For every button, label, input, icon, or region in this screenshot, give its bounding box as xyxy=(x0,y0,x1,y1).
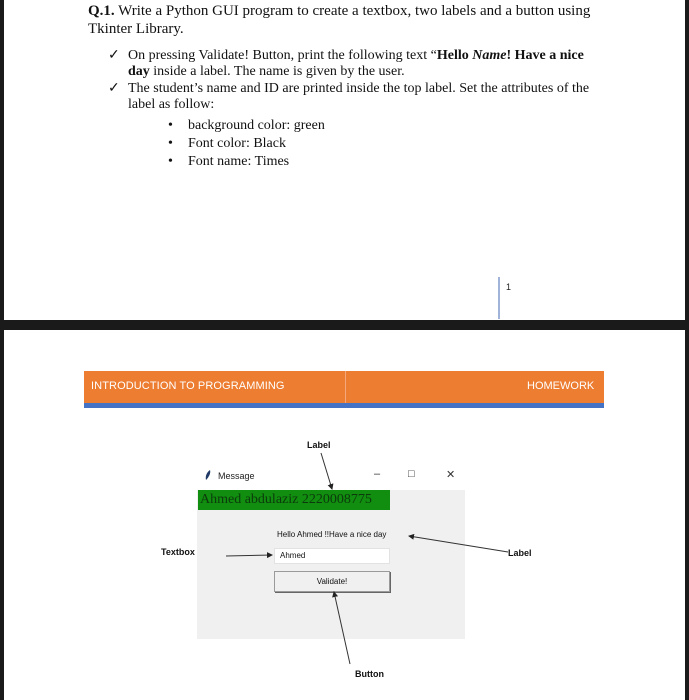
feather-icon xyxy=(205,470,211,480)
page-marker xyxy=(498,277,500,319)
bullet-icon: • xyxy=(168,136,173,151)
annotation-textbox: Textbox xyxy=(161,547,195,557)
maximize-icon[interactable]: □ xyxy=(408,468,415,480)
bullet-icon: • xyxy=(168,118,173,133)
greeting-label: Hello Ahmed !!Have a nice day xyxy=(277,530,387,539)
bullet-icon: • xyxy=(168,154,173,169)
annotation-button: Button xyxy=(355,669,384,679)
list-item: • Font color: Black xyxy=(168,136,286,151)
check-icon: ✓ xyxy=(108,81,120,96)
minimize-icon[interactable]: – xyxy=(374,468,381,480)
requirement-item: ✓ The student’s name and ID are printed inside the top label. Set the attributes of the label as follow: xyxy=(108,81,590,112)
attributes-list xyxy=(168,117,325,171)
list-item: • background color: green xyxy=(168,118,325,133)
page-divider xyxy=(0,320,689,330)
requirement-item: ✓ On pressing Validate! Button, print the following text “Hello Name! Have a nice day inside a label. The name is given by the user. xyxy=(108,48,584,79)
page-number: 1 xyxy=(506,282,512,292)
requirements-list xyxy=(108,48,608,114)
question-number: Q.1. xyxy=(88,3,115,19)
banner-separator xyxy=(345,371,346,403)
banner-strip xyxy=(84,403,604,408)
document-page-1 xyxy=(0,0,689,330)
tk-window-title: Message xyxy=(218,471,255,481)
list-item: • Font name: Times xyxy=(168,154,290,169)
close-icon[interactable]: ✕ xyxy=(446,469,456,481)
annotation-label-top: Label xyxy=(307,440,331,450)
name-id-label: Ahmed abdulaziz 2220008775 xyxy=(198,490,390,510)
banner-homework-title: HOMEWORK xyxy=(527,380,595,392)
check-icon: ✓ xyxy=(108,48,120,63)
banner-course-title: INTRODUCTION TO PROGRAMMING xyxy=(91,380,285,392)
question-title xyxy=(88,2,608,38)
name-textbox[interactable]: Ahmed xyxy=(274,548,390,564)
question-text: Write a Python GUI program to create a textbox, two labels and a button using Tkinter Library. xyxy=(88,3,591,37)
validate-button[interactable]: Validate! xyxy=(274,571,390,592)
annotation-label-right: Label xyxy=(508,548,532,558)
